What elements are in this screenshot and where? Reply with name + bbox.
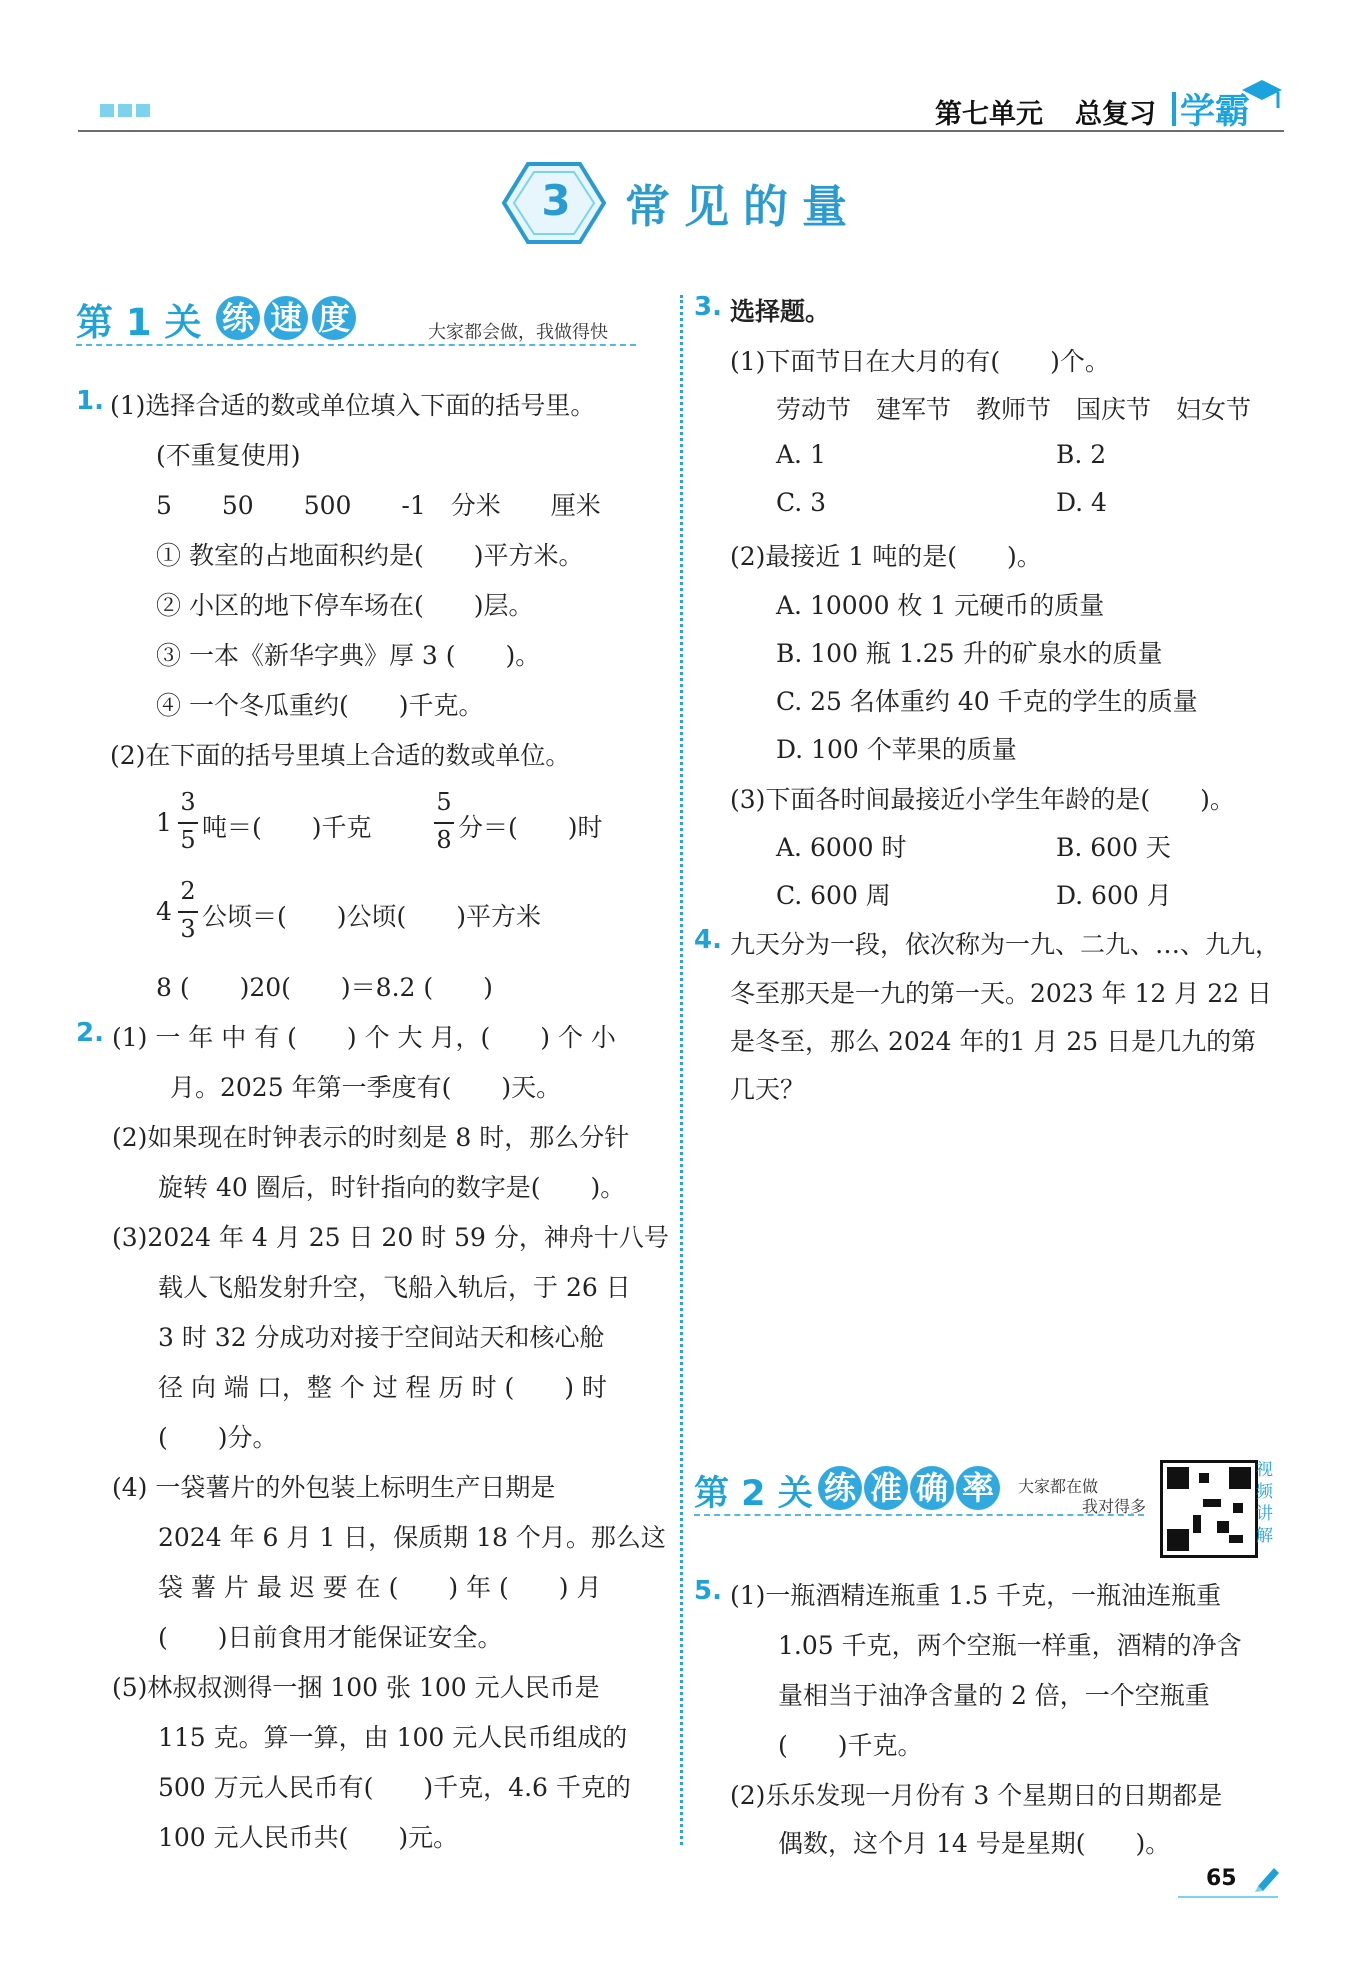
q4-line-3: 是冬至，那么 2024 年的1 月 25 日是几九的第 — [730, 1027, 1257, 1056]
q3-number: 3. — [694, 292, 722, 322]
video-label-1: 视 — [1256, 1460, 1273, 1480]
q2-line-12: 袋 薯 片 最 迟 要 在 ( ) 年 ( ) 月 — [158, 1573, 602, 1602]
qr-module-1 — [1199, 1473, 1209, 1483]
q2-line-4: 旋转 40 圈后，时针指向的数字是( )。 — [158, 1173, 626, 1202]
qr-module-2 — [1203, 1499, 1221, 1507]
q1-f2-bar — [434, 822, 454, 824]
q3-s1-option-c: C. 3 — [776, 488, 827, 517]
q1-f1-denominator: 5 — [180, 826, 196, 854]
qr-module-5 — [1233, 1503, 1243, 1513]
q1-f3-denominator: 3 — [180, 915, 196, 943]
q3-s1-option-a: A. 1 — [776, 440, 826, 469]
q1-f2-numerator: 5 — [436, 788, 452, 816]
q2-line-10: (4) 一袋薯片的外包装上标明生产日期是 — [112, 1473, 556, 1502]
q3-sub3: (3)下面各时间最接近小学生年龄的是( )。 — [730, 785, 1235, 814]
page-title: 常见的量 — [625, 180, 862, 233]
section2-char-1: 练 — [818, 1466, 862, 1510]
video-label-3: 讲 — [1256, 1504, 1273, 1524]
section1-char-3: 度 — [312, 296, 356, 340]
q1-f3-whole: 4 — [156, 897, 172, 926]
q4-line-1: 九天分为一段，依次称为一九、二九、…、九九， — [730, 930, 1281, 959]
q2-line-3: (2)如果现在时钟表示的时刻是 8 时，那么分针 — [112, 1123, 630, 1152]
qr-module-3 — [1193, 1515, 1201, 1533]
q5-line-4: ( )千克。 — [778, 1731, 923, 1760]
brand-logo: 学霸 — [1180, 92, 1251, 132]
q4-line-4: 几天？ — [730, 1075, 806, 1104]
qr-module-6 — [1229, 1535, 1243, 1543]
q2-line-14: (5)林叔叔测得一捆 100 张 100 元人民币是 — [112, 1673, 600, 1702]
q1-f2-denominator: 8 — [436, 826, 452, 854]
q3-s3-option-a: A. 6000 时 — [776, 833, 907, 862]
header-unit: 第七单元 — [935, 99, 1043, 130]
q3-s2-option-d: D. 100 个苹果的质量 — [776, 735, 1017, 764]
q5-line-2: 1.05 千克，两个空瓶一样重，酒精的净含 — [778, 1631, 1242, 1660]
qr-corner-tr — [1229, 1467, 1251, 1489]
q2-line-17: 100 元人民币共( )元。 — [158, 1823, 459, 1852]
q2-line-13: ( )日前食用才能保证安全。 — [158, 1623, 503, 1652]
video-label-4: 解 — [1256, 1526, 1273, 1546]
q1-options: 5 50 500 -1 分米 厘米 — [156, 491, 601, 520]
q2-line-7: 3 时 32 分成功对接于空间站天和核心舱 — [158, 1323, 605, 1352]
section2-label: 第 2 关 — [694, 1474, 813, 1514]
column-divider — [680, 295, 683, 1845]
q2-line-9: ( )分。 — [158, 1423, 278, 1452]
q1-item-1: ① 教室的占地面积约是( )平方米。 — [156, 541, 584, 570]
q1-part2: (2)在下面的括号里填上合适的数或单位。 — [110, 741, 571, 770]
brand-bar — [1172, 92, 1176, 126]
q2-number: 2. — [76, 1018, 104, 1048]
section1-label: 第 1 关 — [76, 301, 202, 344]
qr-corner-bl — [1167, 1529, 1189, 1551]
title-number: 3 — [541, 176, 571, 225]
section2-char-2: 准 — [864, 1466, 908, 1510]
q1-f1-numerator: 3 — [180, 788, 196, 816]
q1-part1: (1)选择合适的数或单位填入下面的括号里。 — [110, 391, 596, 420]
q2-line-11: 2024 年 6 月 1 日，保质期 18 个月。那么这 — [158, 1523, 666, 1552]
pencil-icon — [1252, 1862, 1282, 1892]
qr-corner-tl — [1167, 1467, 1189, 1489]
q1-f1-bar — [178, 822, 198, 824]
q2-line-16: 500 万元人民币有( )千克，4.6 千克的 — [158, 1773, 631, 1802]
section2-char-3: 确 — [910, 1466, 954, 1510]
q3-s3-option-b: B. 600 天 — [1056, 833, 1171, 862]
q2-line-5: (3)2024 年 4 月 25 日 20 时 59 分，神舟十八号 — [112, 1223, 669, 1252]
footer-rule — [1178, 1896, 1278, 1898]
q5-line-3: 量相当于油净含量的 2 倍，一个空瓶重 — [778, 1681, 1210, 1710]
q5-line-1: (1)一瓶酒精连瓶重 1.5 千克，一瓶油连瓶重 — [730, 1581, 1222, 1610]
q2-line-15: 115 克。算一算，由 100 元人民币组成的 — [158, 1723, 628, 1752]
page-number: 65 — [1206, 1866, 1237, 1891]
q2-line-1: (1) 一 年 中 有 ( ) 个 大 月，( ) 个 小 — [112, 1023, 616, 1052]
q5-line-6: 偶数，这个月 14 号是星期( )。 — [778, 1829, 1171, 1858]
q1-item-4: ④ 一个冬瓜重约( )千克。 — [156, 691, 484, 720]
q2-line-8: 径 向 端 口，整 个 过 程 历 时 ( ) 时 — [158, 1373, 607, 1402]
q1-f1-rest: 吨＝( )千克 — [202, 813, 372, 842]
q3-s2-option-c: C. 25 名体重约 40 千克的学生的质量 — [776, 687, 1198, 716]
q3-s3-option-c: C. 600 周 — [776, 881, 891, 910]
q1-f1-whole: 1 — [156, 808, 172, 837]
q4-line-2: 冬至那天是一九的第一天。2023 年 12 月 22 日 — [730, 979, 1272, 1008]
header-square-3 — [136, 104, 150, 117]
q1-number: 1. — [76, 386, 104, 416]
section1-char-2: 速 — [264, 296, 308, 340]
q1-item-2: ② 小区的地下停车场在( )层。 — [156, 591, 534, 620]
section1-tag: 大家都会做，我做得快 — [428, 322, 608, 343]
q2-line-6: 载人飞船发射升空，飞船入轨后，于 26 日 — [158, 1273, 631, 1302]
q3-title: 选择题。 — [730, 297, 831, 326]
q3-s3-option-d: D. 600 月 — [1056, 881, 1172, 910]
q3-s2-option-b: B. 100 瓶 1.25 升的矿泉水的质量 — [776, 639, 1163, 668]
q3-s2-option-a: A. 10000 枚 1 元硬币的质量 — [776, 591, 1105, 620]
q1-item-3: ③ 一本《新华字典》厚 3 ( )。 — [156, 641, 541, 670]
q5-number: 5. — [694, 1576, 722, 1606]
header-square-2 — [118, 104, 132, 117]
q1-part1-note: (不重复使用) — [156, 441, 301, 470]
q5-line-5: (2)乐乐发现一月份有 3 个星期日的日期都是 — [730, 1781, 1223, 1810]
video-label-2: 频 — [1256, 1482, 1273, 1502]
qr-module-4 — [1217, 1521, 1229, 1533]
section1-char-1: 练 — [216, 296, 260, 340]
section2-tag-2: 我对得多 — [1082, 1497, 1147, 1516]
q3-s1-option-d: D. 4 — [1056, 488, 1107, 517]
graduation-cap-icon — [1238, 76, 1284, 116]
q2-line-2: 月。2025 年第一季度有( )天。 — [170, 1073, 562, 1102]
q3-holidays: 劳动节 建军节 教师节 国庆节 妇女节 — [776, 395, 1252, 424]
q4-number: 4. — [694, 925, 722, 955]
header-square-1 — [100, 104, 114, 117]
header-review: 总复习 — [1075, 99, 1156, 130]
q3-sub1: (1)下面节日在大月的有( )个。 — [730, 347, 1110, 376]
qr-code[interactable] — [1160, 1460, 1258, 1558]
q3-sub2: (2)最接近 1 吨的是( )。 — [730, 542, 1042, 571]
section1-underline — [76, 344, 636, 346]
q1-f3-numerator: 2 — [180, 877, 196, 905]
section2-char-4: 率 — [956, 1466, 1000, 1510]
q1-f3-rest: 公顷＝( )公顷( )平方米 — [202, 902, 542, 931]
q3-s1-option-b: B. 2 — [1056, 440, 1107, 469]
q1-f3-bar — [178, 911, 198, 913]
section2-underline — [694, 1514, 1144, 1516]
q1-f2-rest: 分＝( )时 — [458, 813, 603, 842]
q1-f4: 8 ( )20( )＝8.2 ( ) — [156, 973, 493, 1002]
section2-tag-1: 大家都在做 — [1018, 1477, 1099, 1496]
